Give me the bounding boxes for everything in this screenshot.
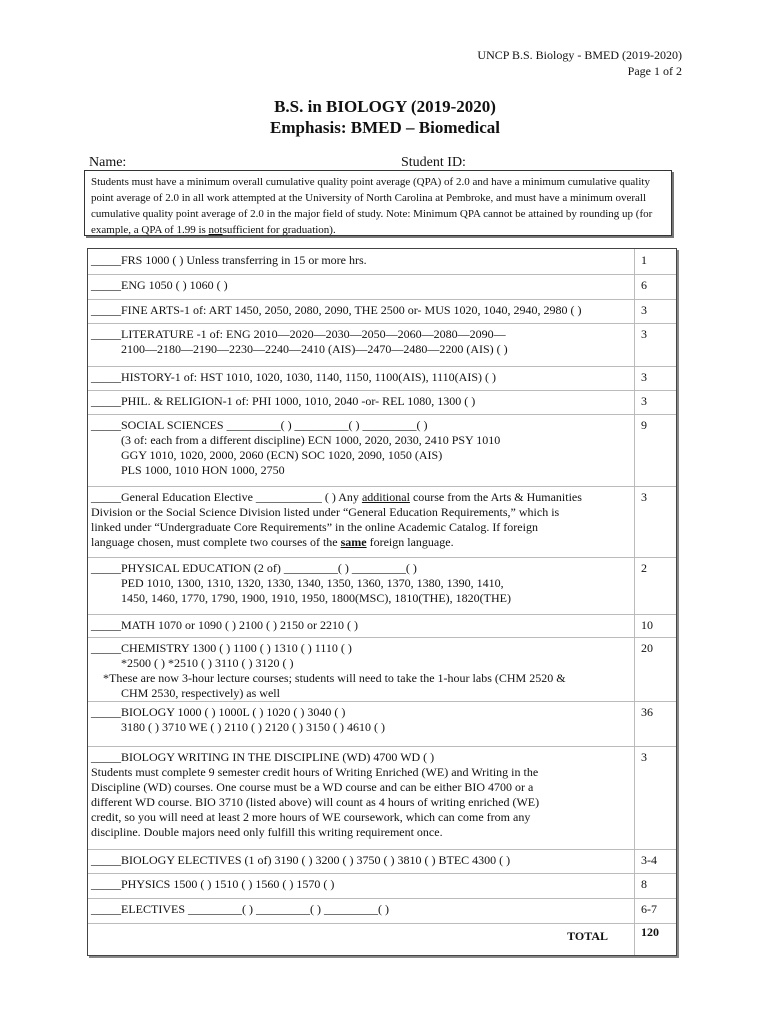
hours-cell	[634, 323, 677, 366]
credit-hours: 3	[641, 490, 647, 504]
table-row	[88, 898, 676, 924]
total-label: TOTAL	[567, 929, 608, 943]
requirement-cell	[88, 278, 636, 293]
table-row	[88, 746, 676, 850]
credit-hours: 3	[641, 394, 647, 408]
requirement-line: _____PHIL. & RELIGION-1 of: PHI 1000, 1010, 2040 -or- REL 1080, 1300 ( )	[91, 394, 476, 408]
requirement-line: _____BIOLOGY WRITING IN THE DISCIPLINE (WD) 4700 WD ( )	[91, 750, 435, 764]
table-row	[88, 249, 676, 275]
requirement-line: 2100—2180—2190—2230—2240—2410 (AIS)—2470—2480—2200 (AIS) ( )	[121, 342, 508, 356]
table-row	[88, 414, 676, 487]
table-row	[88, 637, 676, 702]
requirement-cell	[88, 853, 636, 868]
requirement-cell	[88, 902, 636, 917]
credit-hours: 36	[641, 705, 653, 719]
requirement-line: _____BIOLOGY ELECTIVES (1 of) 3190 ( ) 3200 ( ) 3750 ( ) 3810 ( ) BTEC 4300 ( )	[91, 853, 511, 867]
table-row	[88, 486, 676, 558]
hours-cell	[634, 614, 677, 637]
hours-cell	[634, 274, 677, 299]
hours-cell	[634, 299, 677, 323]
title-line-2: Emphasis: BMED – Biomedical	[270, 118, 500, 137]
requirement-line: language chosen, must complete two courses of the same foreign language.	[91, 535, 454, 549]
table-row	[88, 274, 676, 300]
requirement-line: _____SOCIAL SCIENCES _________( ) _________( ) _________( )	[91, 418, 428, 432]
requirement-line: credit, so you will need at least 2 more hours of WE coursework, which can come from any	[91, 810, 531, 824]
name-label: Name:	[89, 155, 127, 170]
credit-hours: 3-4	[641, 853, 657, 867]
page-header	[477, 47, 682, 79]
hours-cell	[634, 249, 677, 274]
requirement-cell	[88, 618, 636, 633]
requirement-line: *2500 ( ) *2510 ( ) 3110 ( ) 3120 ( )	[121, 656, 294, 670]
credit-hours: 20	[641, 641, 653, 655]
requirement-line: Students must complete 9 semester credit hours of Writing Enriched (WE) and Writing in the	[91, 765, 539, 779]
intro-text-end: sufficient for graduation).	[222, 224, 336, 236]
requirement-line: _____BIOLOGY 1000 ( ) 1000L ( ) 1020 ( ) 3040 ( )	[91, 705, 346, 719]
credit-hours: 3	[641, 370, 647, 384]
requirement-line: _____ELECTIVES _________( ) _________( ) _________( )	[91, 902, 389, 916]
page-number: Page 1 of 2	[627, 64, 682, 78]
requirement-line: *These are now 3-hour lecture courses; students will need to take the 1-hour labs (CHM 2520 &	[103, 671, 566, 685]
table-row	[88, 390, 676, 415]
requirement-line: _____LITERATURE -1 of: ENG 2010—2020—2030—2050—2060—2080—2090—	[91, 327, 506, 341]
credit-hours: 3	[641, 750, 647, 764]
requirement-cell	[88, 750, 636, 840]
intro-underlined: not	[208, 224, 223, 236]
requirement-line: PED 1010, 1300, 1310, 1320, 1330, 1340, 1350, 1360, 1370, 1380, 1390, 1410,	[121, 576, 504, 590]
hours-cell	[634, 557, 677, 614]
credit-hours: 3	[641, 303, 647, 317]
credit-hours: 9	[641, 418, 647, 432]
requirement-cell	[88, 418, 636, 478]
requirement-line: Discipline (WD) courses. One course must be a WD course and can be either BIO 4700 or a	[91, 780, 534, 794]
requirement-line: (3 of: each from a different discipline) ECN 1000, 2020, 2030, 2410 PSY 1010	[121, 433, 501, 447]
requirement-line: 3180 ( ) 3710 WE ( ) 2110 ( ) 2120 ( ) 3150 ( ) 4610 ( )	[121, 720, 385, 734]
requirement-line: _____MATH 1070 or 1090 ( ) 2100 ( ) 2150 or 2210 ( )	[91, 618, 358, 632]
total-row	[88, 923, 676, 955]
requirement-line: _____PHYSICS 1500 ( ) 1510 ( ) 1560 ( ) 1570 ( )	[91, 877, 335, 891]
requirement-line: linked under “Undergraduate Core Requirements” in the online Academic Catalog. If foreign	[91, 520, 538, 534]
requirement-line: PLS 1000, 1010 HON 1000, 2750	[121, 463, 285, 477]
hours-cell	[634, 898, 677, 923]
credit-hours: 2	[641, 561, 647, 575]
credit-hours: 8	[641, 877, 647, 891]
hours-cell	[634, 414, 677, 486]
requirement-line: _____HISTORY-1 of: HST 1010, 1020, 1030, 1140, 1150, 1100(AIS), 1110(AIS) ( )	[91, 370, 496, 384]
table-row	[88, 614, 676, 638]
requirement-line: CHM 2530, respectively) as well	[121, 686, 280, 700]
requirement-cell	[88, 394, 636, 409]
requirement-cell	[88, 253, 636, 268]
requirement-line: _____ENG 1050 ( ) 1060 ( )	[91, 278, 228, 292]
requirement-line: _____CHEMISTRY 1300 ( ) 1100 ( ) 1310 ( ) 1110 ( )	[91, 641, 352, 655]
total-hours: 120	[641, 925, 659, 939]
document-title	[0, 96, 770, 138]
requirement-line: 1450, 1460, 1770, 1790, 1900, 1910, 1950, 1800(MSC), 1810(THE), 1820(THE)	[121, 591, 511, 605]
table-row	[88, 323, 676, 367]
hours-cell	[634, 746, 677, 849]
credit-hours: 3	[641, 327, 647, 341]
requirement-line: _____PHYSICAL EDUCATION (2 of) _________( ) _________( )	[91, 561, 417, 575]
total-hours-cell	[634, 923, 677, 955]
table-row	[88, 873, 676, 899]
requirement-line: GGY 1010, 1020, 2000, 2060 (ECN) SOC 1020, 2090, 1050 (AIS)	[121, 448, 443, 462]
program-line: UNCP B.S. Biology - BMED (2019-2020)	[477, 48, 682, 62]
table-row	[88, 701, 676, 747]
table-row	[88, 849, 676, 874]
credit-hours: 10	[641, 618, 653, 632]
requirement-cell	[88, 303, 636, 318]
hours-cell	[634, 486, 677, 557]
requirements-table	[87, 248, 677, 956]
qpa-requirements-text	[91, 174, 666, 238]
requirement-cell	[88, 370, 636, 385]
requirement-line: _____FRS 1000 ( ) Unless transferring in 15 or more hrs.	[91, 253, 367, 267]
table-row	[88, 366, 676, 391]
requirement-line: _____FINE ARTS-1 of: ART 1450, 2050, 2080, 2090, THE 2500 or- MUS 1020, 1040, 2940, 2980 ( )	[91, 303, 582, 317]
qpa-requirements-box	[84, 170, 672, 236]
credit-hours: 1	[641, 253, 647, 267]
hours-cell	[634, 849, 677, 873]
table-row	[88, 557, 676, 615]
requirement-cell	[88, 561, 636, 606]
hours-cell	[634, 701, 677, 746]
requirement-line: discipline. Double majors need only fulfill this writing requirement once.	[91, 825, 443, 839]
requirement-cell	[88, 877, 636, 892]
credit-hours: 6-7	[641, 902, 657, 916]
hours-cell	[634, 390, 677, 414]
requirement-line: _____General Education Elective ___________ ( ) Any additional course from the Arts & Humanities	[91, 490, 582, 504]
title-line-1: B.S. in BIOLOGY (2019-2020)	[274, 97, 496, 116]
requirement-cell	[88, 641, 636, 701]
requirement-line: different WD course. BIO 3710 (listed above) will count as 4 hours of writing enriched (WE)	[91, 795, 540, 809]
requirement-cell	[88, 490, 636, 550]
requirement-cell	[88, 705, 636, 735]
credit-hours: 6	[641, 278, 647, 292]
hours-cell	[634, 637, 677, 701]
hours-cell	[634, 873, 677, 898]
requirement-line: Division or the Social Science Division listed under “General Education Requirements,” which is	[91, 505, 560, 519]
table-row	[88, 299, 676, 324]
student-id-label: Student ID:	[401, 155, 466, 170]
requirement-cell	[88, 327, 636, 357]
intro-text: Students must have a minimum overall cumulative quality point average (QPA) of 2.0 and have a minimum cumulative quality point average of 2.0 in all work attempted at the University of North Carolina at Pembroke, and must have a minimum overall cumulative quality point average of 2.0 in the major field of study. Note: Minimum QPA cannot be attained by rounding up (for example, a QPA of 1.99 is	[91, 176, 653, 236]
hours-cell	[634, 366, 677, 390]
